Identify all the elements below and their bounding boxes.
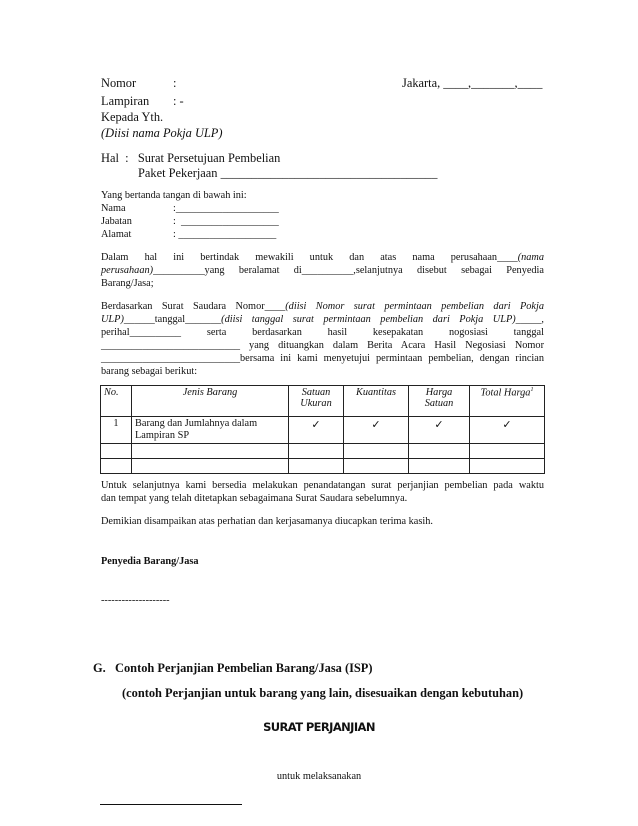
- place-date: Jakarta, ____,_______,____: [402, 76, 543, 90]
- recipient-placeholder: (Diisi nama Pokja ULP): [101, 126, 223, 140]
- col-header-satuan: Satuan Ukuran: [289, 386, 344, 417]
- nomor-label: Nomor: [101, 76, 137, 90]
- divider-line: [100, 804, 242, 805]
- hal-line: Hal : Surat Persetujuan Pembelian: [101, 151, 281, 165]
- nomor-colon: :: [173, 76, 177, 90]
- untuk-melaksanakan: untuk melaksanakan: [276, 771, 362, 782]
- lampiran-label: Lampiran: [101, 94, 150, 108]
- col-header-jenis: Jenis Barang: [132, 386, 289, 417]
- section-g-title: G. Contoh Perjanjian Pembelian Barang/Jasa (ISP): [93, 661, 373, 675]
- signer-address-value: : ___________________: [173, 229, 277, 240]
- para2-line3: perihal__________ serta berdasarkan hasil kesepakatan nogosiasi tanggal: [101, 327, 544, 338]
- col-header-no: No.: [101, 386, 132, 417]
- signature-dashes: --------------------: [101, 595, 170, 606]
- signer-name-label: Nama: [101, 203, 126, 214]
- signer-name-value: :____________________: [173, 203, 279, 214]
- para3-line2: dan tempat yang telah ditetapkan sebagaimana Surat Saudara sebelumnya.: [101, 493, 408, 504]
- table-header-row: [101, 386, 545, 417]
- cell-jenis: Barang dan Jumlahnya dalam Lampiran SP: [132, 417, 289, 444]
- para2-line1: Berdasarkan Surat Saudara Nomor____(diisi Nomor surat permintaan pembelian dari Pokja: [101, 301, 544, 312]
- paket-pekerjaan-line: Paket Pekerjaan ___________________________________: [138, 166, 438, 180]
- para2-line4: ___________________________ yang dituangkan dalam Berita Acara Hasil Negosiasi Nomor: [101, 340, 544, 351]
- table-row: [101, 459, 545, 474]
- col-header-total: Total Harga$^1$: [470, 386, 545, 417]
- check-icon: ✓: [289, 417, 344, 444]
- signer-position-label: Jabatan: [101, 216, 132, 227]
- penyedia-label: Penyedia Barang/Jasa: [101, 556, 199, 567]
- para1-line1: Dalam hal ini bertindak mewakili untuk dan atas nama perusahaan____(nama: [101, 252, 544, 263]
- para2-line2: ULP)______tanggal_______(diisi tanggal surat permintaan pembelian dari Pokja ULP)_____,: [101, 314, 544, 325]
- check-icon: ✓: [409, 417, 470, 444]
- para2-line5: ___________________________bersama ini kami menyetujui permintaan pembelian, dengan rincian: [101, 353, 544, 364]
- para1-line3: Barang/Jasa;: [101, 278, 154, 289]
- col-header-harga: Harga Satuan: [409, 386, 470, 417]
- check-icon: ✓: [344, 417, 409, 444]
- footnote-mark: 1: [530, 387, 534, 393]
- para1-line2: perusahaan)__________yang beralamat di__________,selanjutnya disebut sebagai Penyedia: [101, 265, 544, 276]
- col-header-kuantitas: Kuantitas: [344, 386, 409, 417]
- table-row: [101, 417, 545, 444]
- kepada-yth: Kepada Yth.: [101, 110, 164, 124]
- signer-address-label: Alamat: [101, 229, 132, 240]
- section-g-subtitle: (contoh Perjanjian untuk barang yang lain, disesuaikan dengan kebutuhan): [122, 686, 524, 700]
- cell-no: 1: [101, 417, 132, 444]
- para2-line6: barang sebagai berikut:: [101, 366, 198, 377]
- para3-line1: Untuk selanjutnya kami bersedia melakukan penandatangan surat perjanjian pembelian pada waktu: [101, 480, 544, 491]
- check-icon: ✓: [470, 417, 545, 444]
- items-table: [100, 385, 545, 474]
- signer-intro: Yang bertanda tangan di bawah ini:: [101, 190, 247, 201]
- table-row: [101, 444, 545, 459]
- closing-text: Demikian disampaikan atas perhatian dan kerjasamanya diucapkan terima kasih.: [101, 516, 433, 527]
- lampiran-value: : -: [173, 94, 184, 108]
- signer-position-value: : ___________________: [173, 216, 279, 227]
- surat-perjanjian-title: SURAT PERJANJIAN: [263, 720, 375, 734]
